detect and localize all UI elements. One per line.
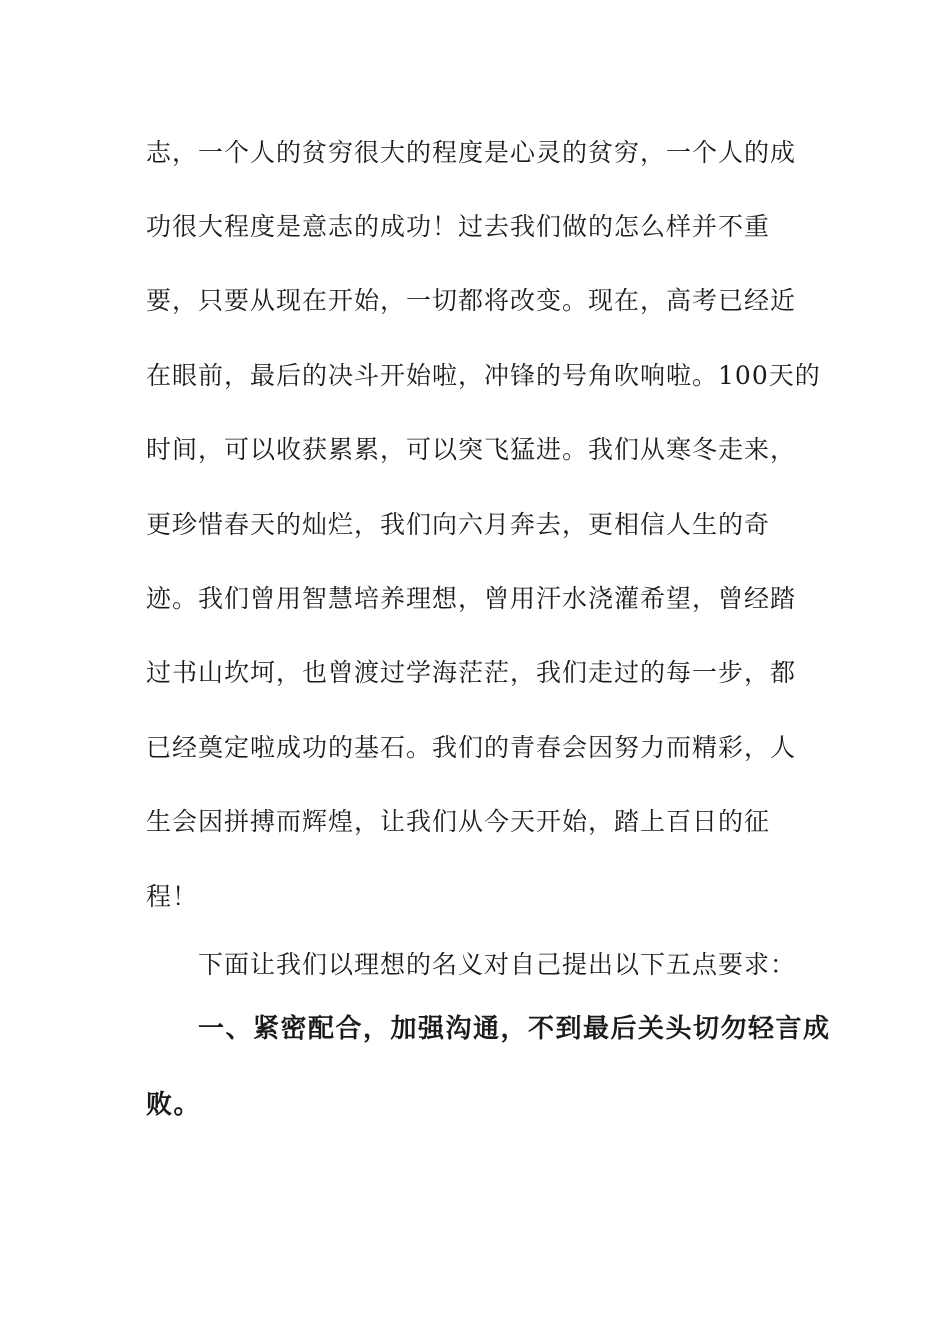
body-line-1: 志，一个人的贫穷很大的程度是心灵的贫穷，一个人的成: [146, 138, 797, 167]
body-line-3: 要，只要从现在开始，一切都将改变。现在，高考已经近: [146, 286, 797, 315]
body-line-4: 在眼前，最后的决斗开始啦，冲锋的号角吹响啦。100天的: [146, 361, 821, 390]
body-line-8: 过书山坎坷，也曾渡过学海茫茫，我们走过的每一步，都: [146, 658, 797, 687]
intro-paragraph: 下面让我们以理想的名义对自己提出以下五点要求：: [198, 950, 797, 979]
body-line-2: 功很大程度是意志的成功！过去我们做的怎么样并不重: [146, 212, 771, 241]
body-line-10: 生会因拼搏而辉煌，让我们从今天开始，踏上百日的征: [146, 807, 771, 836]
body-line-5: 时间，可以收获累累，可以突飞猛进。我们从寒冬走来，: [146, 435, 797, 464]
body-line-9: 已经奠定啦成功的基石。我们的青春会因努力而精彩，人: [146, 733, 797, 762]
heading-line-1: 一、紧密配合，加强沟通，不到最后关头切勿轻言成: [198, 1014, 831, 1044]
heading-line-2: 败。: [146, 1090, 202, 1120]
body-line-6: 更珍惜春天的灿烂，我们向六月奔去，更相信人生的奇: [146, 510, 771, 539]
body-line-7: 迹。我们曾用智慧培养理想，曾用汗水浇灌希望，曾经踏: [146, 584, 797, 613]
body-line-11: 程！: [146, 882, 199, 911]
